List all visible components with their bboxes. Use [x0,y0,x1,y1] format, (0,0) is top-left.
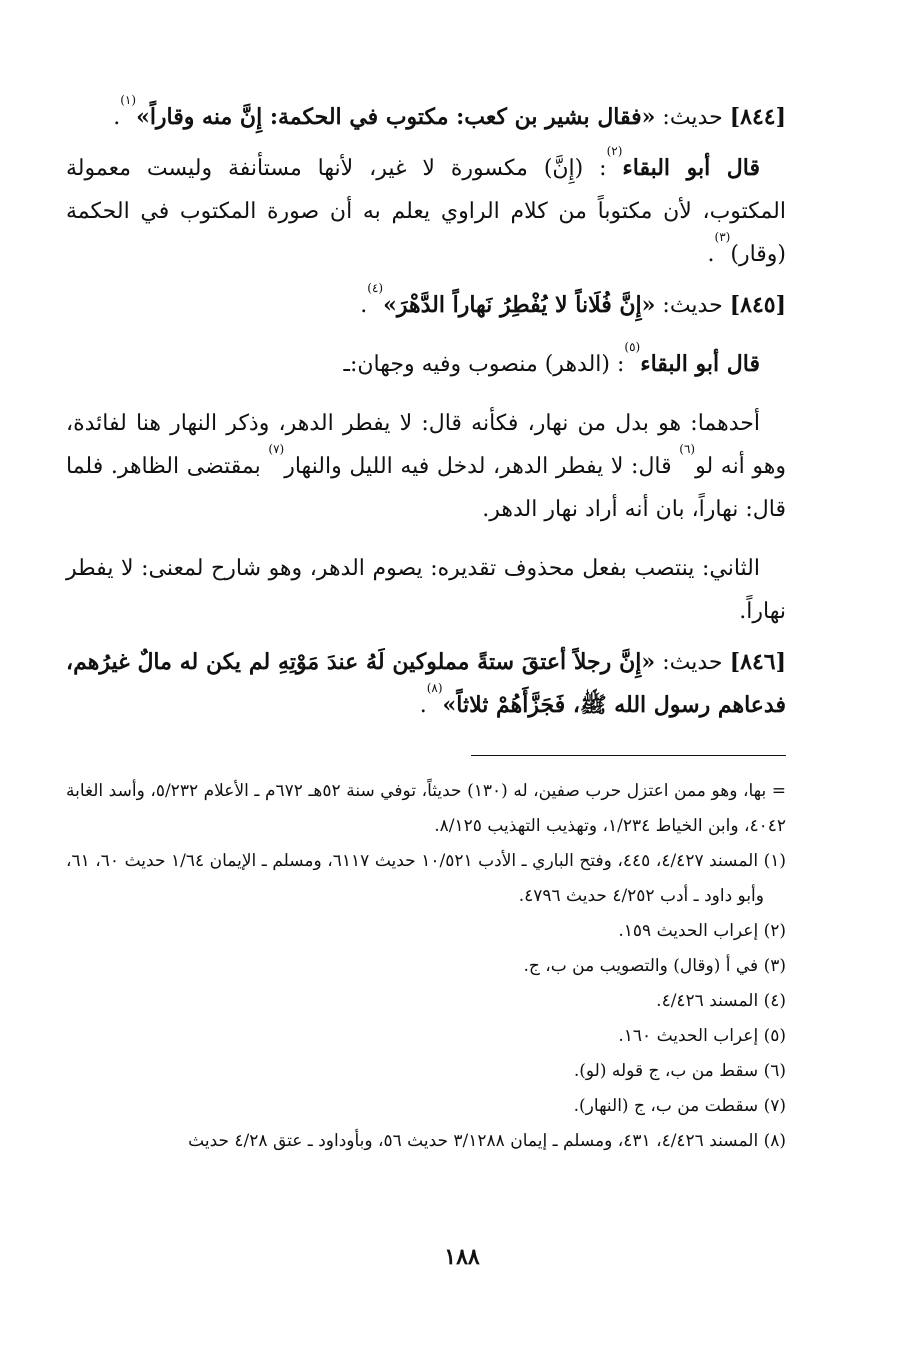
hadith-quote: «إِنَّ رجلاً أعتقَ ستةً مملوكين لَهُ عندَ مَوْتِهِ لم يكن له مالٌ غيرُهم، فدعاهم رسول الله ﷺ، فَجَزَّأَهُمْ ثلاثاً» [66,649,786,718]
commentary-844: قال أبو البقاء$^{(٢)}$: (إِنَّ) مكسورة لا غير، لأنها مستأنفة وليست معمولة المكتوب، لأن مكتوباً من كلام الراوي يعلم به أن صورة المكتوب في الحكمة (وقار)$^{(٣)}$. [66,144,786,267]
hadith-845: [٨٤٥] حديث: «إِنَّ فُلَاناً لا يُفْطِرُ نَهاراً الدَّهْرَ»$^{(٤)}$. [360,281,786,318]
hadith-label: حديث: [662,293,723,318]
hadith-number: [٨٤٥] [729,292,786,318]
hadith-quote: «إِنَّ فُلَاناً لا يُفْطِرُ نَهاراً الدَّهْرَ» [383,292,656,318]
paragraph-second-aspect: الثاني: ينتصب بفعل محذوف تقديره: يصوم الدهر، وهو شارح لمعنى: لا يفطر نهاراً. [66,556,786,624]
hadith-quote: «فقال بشير بن كعب: مكتوب في الحكمة: إِنَّ منه وقاراً» [136,104,656,130]
footnote-ref: (١) [120,93,137,107]
hadith-846: [٨٤٦] حديث: «إِنَّ رجلاً أعتقَ ستةً مملوكين لَهُ عندَ مَوْتِهِ لم يكن له مالٌ غيرُهم، فدعاهم رسول الله ﷺ، فَجَزَّأَهُمْ ثلاثاً»$^{(٨)}$. [66,649,786,718]
footnote-ref: (٧) [268,442,285,456]
footnote-3: (٣) في أ (وقال) والتصويب من ب، ج. [523,956,786,976]
footnote-ref: (٤) [367,281,384,295]
footnote-ref: (٦) [679,442,696,456]
footnote-ref: (٣) [714,230,731,244]
footnote-ref: (٥) [624,340,641,354]
page-number: ١٨٨ [444,1244,480,1270]
footnotes [66,774,786,1159]
hadith-label: حديث: [662,105,723,130]
footnote-ref: (٢) [606,144,623,158]
hadith-844: [٨٤٤] حديث: «فقال بشير بن كعب: مكتوب في الحكمة: إِنَّ منه وقاراً»$^{(١)}$. [113,93,786,130]
footnote-separator [471,755,786,756]
footnote-1: (١) المسند ٤/٤٢٧، ٤٤٥، وفتح الباري ـ الأدب ١٠/٥٢١ حديث ٦١١٧، ومسلم ـ الإيمان ١/٦٤ حديث ٦٠، ٦١، وأبو داود ـ أدب ٤/٢٥٢ حديث ٤٧٩٦. [66,851,787,906]
footnote-8: (٨) المسند ٤/٤٢٦، ٤٣١، ومسلم ـ إيمان ٣/١٢٨٨ حديث ٥٦، وبأوداود ـ عتق ٤/٢٨ حديث [188,1131,786,1151]
footnote-5: (٥) إعراب الحديث ١٦٠. [618,1026,786,1046]
footnote-continuation: = بها، وهو ممن اعتزل حرب صفين، له (١٣٠) حديثاً، توفي سنة ٥٢هـ ٦٧٢م ـ الأعلام ٥/٢٣٢، وأسد الغابة ٤٠٤٢، وابن الخياط ١/٢٣٤، وتهذيب التهذيب ٨/١٢٥. [66,781,786,836]
commentary-845: قال أبو البقاء$^{(٥)}$: (الدهر) منصوب وفيه وجهان:ـ [343,340,760,377]
hadith-label: حديث: [662,650,723,675]
hadith-number: [٨٤٤] [729,104,786,130]
footnote-4: (٤) المسند ٤/٤٢٦. [656,991,786,1011]
hadith-number: [٨٤٦] [729,649,786,675]
paragraph-first-aspect: أحدهما: هو بدل من نهار، فكأنه قال: لا يفطر الدهر، وذكر النهار هنا لفائدة، وهو أنه لو$^{(٦)}$ قال: لا يفطر الدهر، لدخل فيه الليل والنهار$^{(٧)}$ بمقتضى الظاهر. فلما قال: نهاراً، بان أنه أراد نهار الدهر. [66,411,786,522]
footnote-ref: (٨) [426,681,443,695]
footnote-2: (٢) إعراب الحديث ١٥٩. [618,921,786,941]
footnote-7: (٧) سقطت من ب، ج (النهار). [573,1096,786,1116]
footnote-6: (٦) سقط من ب، ج قوله (لو). [573,1061,786,1081]
